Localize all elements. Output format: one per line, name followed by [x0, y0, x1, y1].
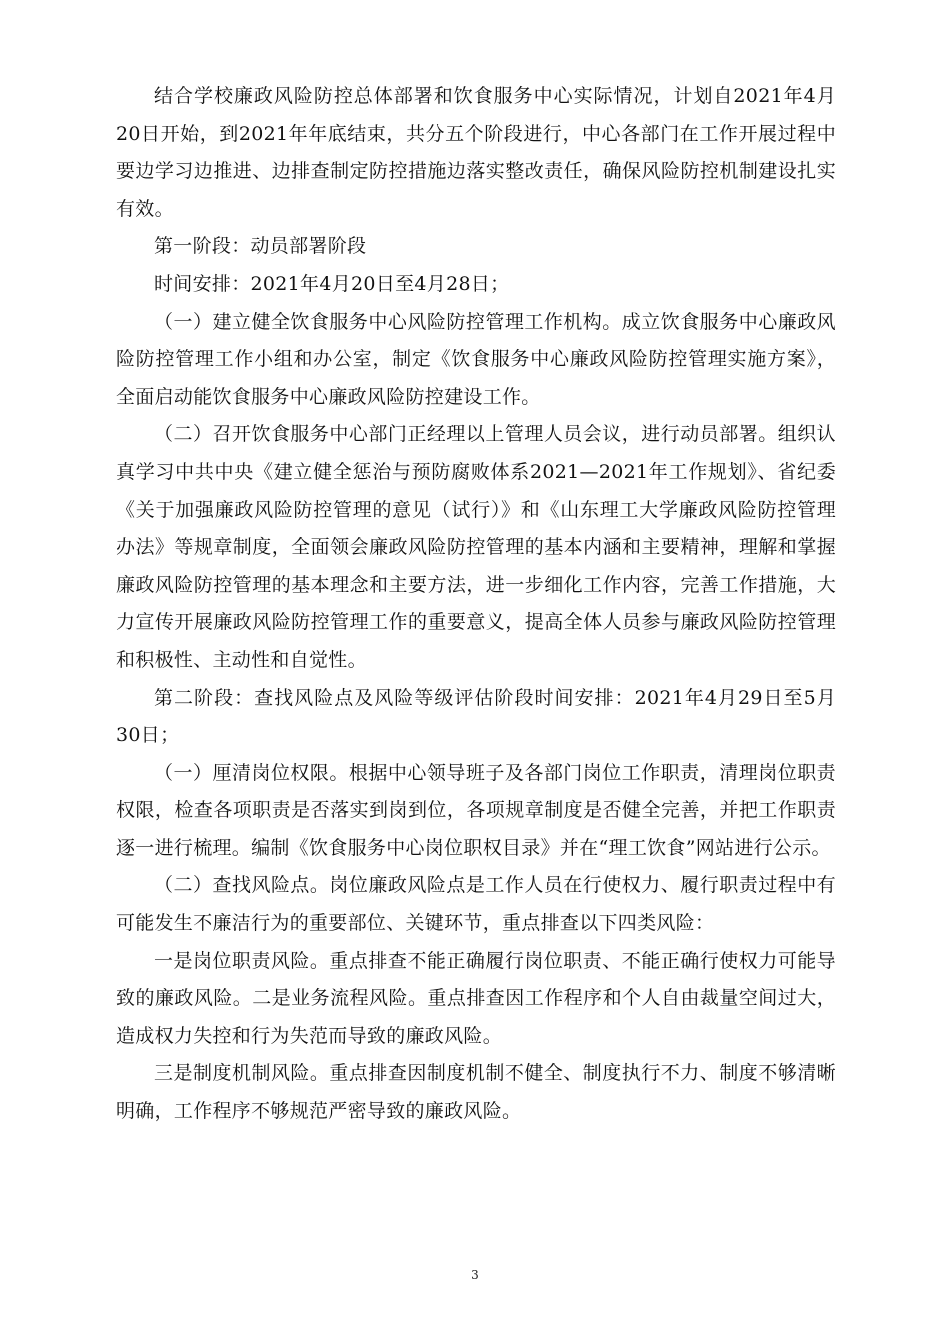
- paragraph-risk-types-1-2: 一是岗位职责风险。重点排查不能正确履行岗位职责、不能正确行使权力可能导致的廉政风险。二是业务流程风险。重点排查因工作程序和个人自由裁量空间过大，造成权力失控和行为失范而导致的廉政风险。: [116, 949, 836, 1047]
- paragraph-stage-one-item-1: （一）建立健全饮食服务中心风险防控管理工作机构。成立饮食服务中心廉政风险防控管理工作小组和办公室，制定《饮食服务中心廉政风险防控管理实施方案》，全面启动能饮食服务中心廉政风险防控建设工作。: [116, 310, 836, 408]
- paragraph-risk-type-3: 三是制度机制风险。重点排查因制度机制不健全、制度执行不力、制度不够清晰明确，工作程序不够规范严密导致的廉政风险。: [116, 1062, 836, 1123]
- paragraph-stage-one-item-2: （二）召开饮食服务中心部门正经理以上管理人员会议，进行动员部署。组织认真学习中共中央《建立健全惩治与预防腐败体系2021—2021年工作规划》、省纪委《关于加强廉政风险防控管理的意见（试行）》和《山东理工大学廉政风险防控管理办法》等规章制度，全面领会廉政风险防控管理的基本内涵和主要精神，理解和掌握廉政风险防控管理的基本理念和主要方法，进一步细化工作内容，完善工作措施，大力宣传开展廉政风险防控管理工作的重要意义，提高全体人员参与廉政风险防控管理和积极性、主动性和自觉性。: [116, 423, 836, 671]
- paragraph-stage-two-item-2: （二）查找风险点。岗位廉政风险点是工作人员在行使权力、履行职责过程中有可能发生不廉洁行为的重要部位、关键环节，重点排查以下四类风险：: [116, 874, 836, 935]
- heading-stage-one: 第一阶段：动员部署阶段: [154, 235, 367, 258]
- document-body: [116, 78, 836, 1131]
- paragraph-stage-two-item-1: （一）厘清岗位权限。根据中心领导班子及各部门岗位工作职责，清理岗位职责权限，检查各项职责是否落实到岗到位，各项规章制度是否健全完善，并把工作职责逐一进行梳理。编制《饮食服务中心岗位职权目录》并在“理工饮食”网站进行公示。: [116, 761, 836, 859]
- heading-stage-two: 第二阶段：查找风险点及风险等级评估阶段时间安排：2021年4月29日至5月30日；: [116, 686, 836, 747]
- page-number: 3: [471, 1268, 479, 1282]
- schedule-stage-one: 时间安排：2021年4月20日至4月28日；: [154, 272, 510, 295]
- paragraph-intro: 结合学校廉政风险防控总体部署和饮食服务中心实际情况，计划自2021年4月20日开始，到2021年年底结束，共分五个阶段进行，中心各部门在工作开展过程中要边学习边推进、边排查制定防控措施边落实整改责任，确保风险防控机制建设扎实有效。: [116, 85, 836, 220]
